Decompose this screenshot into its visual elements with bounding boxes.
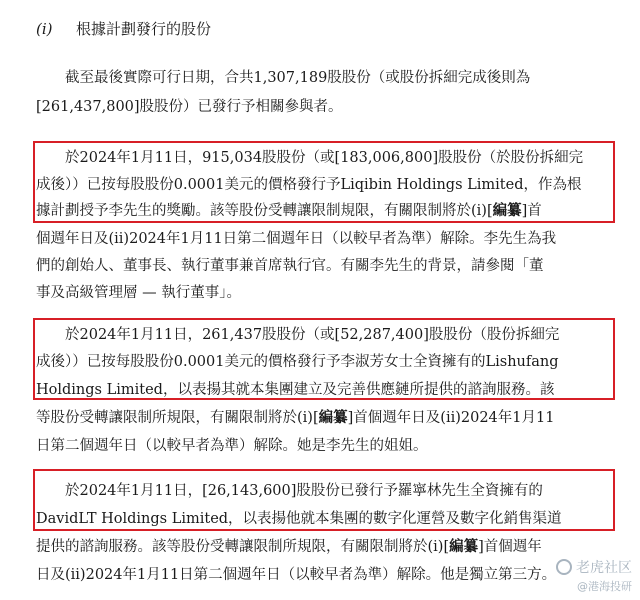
tiger-logo-icon	[556, 559, 572, 575]
redacted-marker: 編纂	[318, 409, 348, 426]
paragraph-line: 日第二個週年日（以較早者為準）解除。她是李先生的姐姐。	[36, 438, 428, 454]
paragraph-line: 日及(ii)2024年1月11日第二個週年日（以較早者為準）解除。他是獨立第三方。	[36, 567, 557, 583]
paragraph-line: 於2024年1月11日，261,437股股份（或[52,287,400]股股份（股份拆細完	[36, 327, 560, 343]
paragraph-line: 個週年日及(ii)2024年1月11日第二個週年日（以較早者為準）解除。李先生為我	[36, 231, 557, 247]
paragraph-line: 於2024年1月11日，[26,143,600]股股份已發行予羅寧林先生全資擁有的	[36, 483, 543, 499]
redacted-marker: 編纂	[492, 202, 522, 219]
paragraph-line: DavidLT Holdings Limited，以表揚他就本集團的數字化運營及數字化銷售渠道	[36, 511, 562, 527]
watermark-top: 老虎社区	[576, 560, 632, 576]
paragraph-line: 提供的諮詢服務。該等股份受轉讓限制所規限，有關限制將於(i)[編纂]首個週年	[36, 538, 542, 555]
section-number: (i)	[36, 20, 53, 38]
paragraph-line: 事及高級管理層 — 執行董事」。	[36, 285, 241, 301]
section-heading	[36, 18, 211, 39]
paragraph-line: 據計劃授予李先生的獎勵。該等股份受轉讓限制規限，有關限制將於(i)[編纂]首	[36, 202, 542, 219]
paragraph-line: 等股份受轉讓限制所規限，有關限制將於(i)[編纂]首個週年日及(ii)2024年1月11	[36, 409, 555, 426]
paragraph-line: [261,437,800]股股份）已發行予相關參與者。	[36, 99, 343, 115]
paragraph-line: 成後））已按每股股份0.0001美元的價格發行予李淑芳女士全資擁有的Lishufang	[36, 354, 559, 370]
watermark	[556, 557, 632, 594]
paragraph-line: 成後））已按每股股份0.0001美元的價格發行予Liqibin Holdings Limited，作為根	[36, 177, 582, 193]
paragraph-line: 們的創始人、董事長、執行董事兼首席執行官。有關李先生的背景，請參閱「董	[36, 258, 544, 274]
section-title: 根據計劃發行的股份	[76, 20, 212, 38]
watermark-bottom: @港海投研	[577, 580, 632, 593]
redacted-marker: 編纂	[449, 538, 479, 555]
paragraph-line: 於2024年1月11日，915,034股股份（或[183,006,800]股股份（於股份拆細完	[36, 150, 584, 166]
paragraph-line: Holdings Limited，以表揚其就本集團建立及完善供應鏈所提供的諮詢服務。該	[36, 382, 555, 398]
paragraph-line: 截至最後實際可行日期，合共1,307,189股股份（或股份拆細完成後則為	[36, 70, 531, 86]
